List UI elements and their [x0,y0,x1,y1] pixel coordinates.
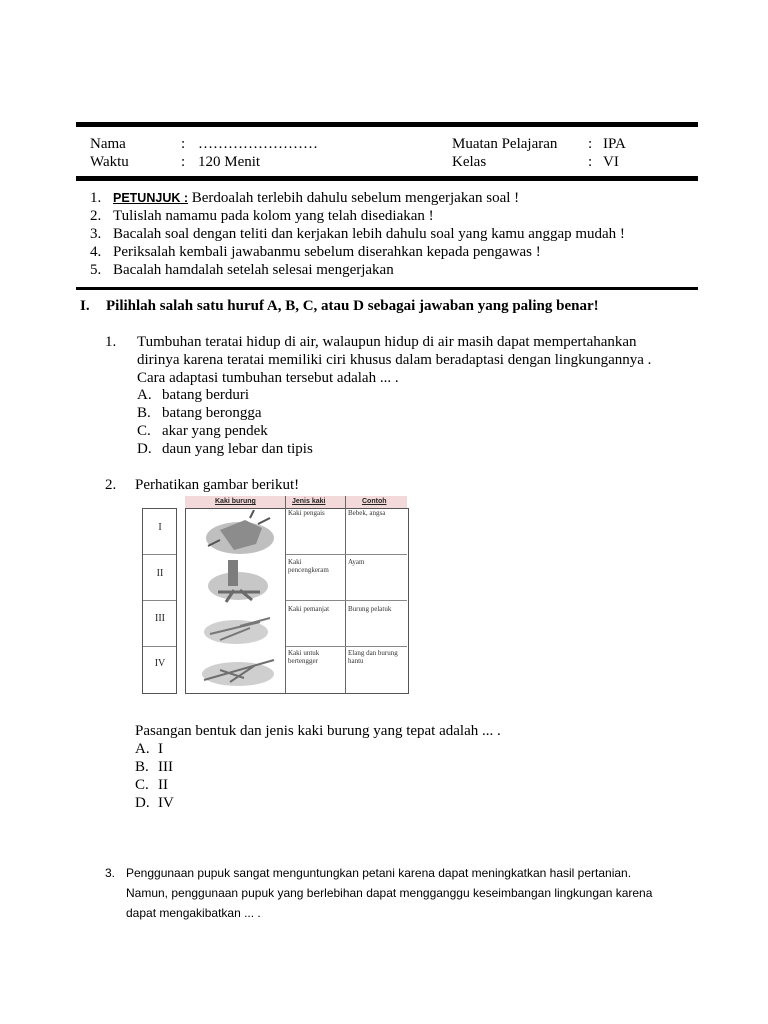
foot-image-4 [202,660,274,686]
option-letter: B. [135,759,149,775]
instruction-text: Berdoalah terlebih dahulu sebelum mengerjakan soal ! [191,190,520,206]
class-colon: : [588,154,593,170]
bird-feet-images [190,510,282,690]
option-text: IV [158,795,174,811]
option-text: I [158,741,163,757]
subject-colon: : [588,136,593,152]
option-text: III [158,759,173,775]
section-title: Pilihlah salah satu huruf A, B, C, atau D sebagai jawaban yang paling benar! [106,298,599,314]
instruction-num: 4. [90,244,102,260]
foot-type: Kaki pemanjat [288,605,330,613]
subject-value: IPA [603,136,626,152]
name-label: Nama [90,136,126,152]
option-text: batang berduri [162,387,250,403]
instruction-num: 2. [90,208,102,224]
row-roman: IV [154,658,166,669]
instructions-bottom-rule [76,287,698,290]
name-colon: : [181,136,186,152]
foot-example: Bebek, angsa [348,509,386,517]
question-text-line: dapat mengakibatkan ... . [126,906,261,920]
time-colon: : [181,154,186,170]
row-roman: I [158,522,162,533]
question-number: 3. [105,866,116,880]
instructions-heading: PETUNJUK : [113,191,189,205]
instruction-num: 5. [90,262,102,278]
option-letter: D. [137,441,152,457]
bird-feet-figure [140,496,408,694]
foot-type: Kaki pencengkeram [288,558,329,574]
instruction-text: Bacalah hamdalah setelah selesai mengerjakan [113,262,394,278]
class-label: Kelas [452,154,487,170]
option-text: daun yang lebar dan tipis [162,441,313,457]
foot-image-1 [206,510,274,554]
option-letter: A. [135,741,150,757]
row-roman: II [156,568,164,579]
time-value: 120 Menit [198,154,261,170]
instruction-num: 3. [90,226,102,242]
foot-example: Burung pelatuk [348,605,392,613]
question-prompt: Perhatikan gambar berikut! [135,477,300,493]
class-value: VI [603,154,619,170]
option-letter: C. [135,777,149,793]
instruction-text: Periksalah kembali jawabanmu sebelum diserahkan kepada pengawas ! [113,244,541,260]
option-letter: B. [137,405,151,421]
foot-type: Kaki untuk bertengger [288,649,320,665]
option-text: akar yang pendek [162,423,268,439]
instruction-num: 1. [90,190,102,206]
question-text: Pasangan bentuk dan jenis kaki burung yang tepat adalah ... . [135,723,501,739]
figure-header-cell: Kaki burung [215,498,256,505]
question-number: 2. [105,477,117,493]
question-text-line: Cara adaptasi tumbuhan tersebut adalah ... . [137,370,399,386]
foot-type: Kaki pengais [288,509,325,517]
option-letter: A. [137,387,152,403]
question-number: 1. [105,334,117,350]
figure-header-cell: Jenis kaki [292,498,326,505]
option-letter: D. [135,795,150,811]
foot-image-2 [208,560,268,602]
question-text-line: Penggunaan pupuk sangat menguntungkan petani karena dapat meningkatkan hasil pertanian. [126,866,632,880]
figure-header-cell: Contoh [362,498,387,505]
instruction-text: Bacalah soal dengan teliti dan kerjakan lebih dahulu soal yang kamu anggap mudah ! [113,226,625,242]
question-text-line: Namun, penggunaan pupuk yang berlebihan dapat mengganggu keseimbangan lingkungan karena [126,886,653,900]
subject-label: Muatan Pelajaran [452,136,558,152]
option-letter: C. [137,423,151,439]
header-bottom-rule [76,176,698,181]
foot-example: Elang dan burung hantu [348,649,398,665]
instruction-text: Tulislah namamu pada kolom yang telah disediakan ! [113,208,434,224]
question-text-line: dirinya karena teratai memiliki ciri khusus dalam beradaptasi dengan lingkungannya . [137,352,652,368]
foot-example: Ayam [348,558,365,566]
time-label: Waktu [90,154,129,170]
section-number: I. [80,298,90,314]
foot-image-3 [204,618,270,644]
name-value: …………………… [198,136,318,152]
option-text: batang berongga [162,405,262,421]
question-text-line: Tumbuhan teratai hidup di air, walaupun hidup di air masih dapat mempertahankan [137,334,637,350]
row-roman: III [155,613,165,624]
option-text: II [158,777,168,793]
header-top-rule [76,122,698,127]
